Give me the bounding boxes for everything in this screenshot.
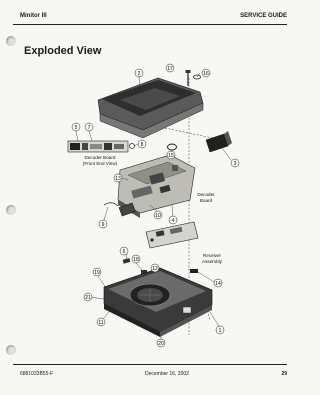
callout-16 (202, 69, 210, 77)
spring-contact-part (104, 203, 118, 206)
callout-7 (85, 123, 93, 131)
label-receiver-line1: Receiver (202, 253, 222, 258)
battery-door-part (206, 131, 232, 152)
svg-text:3: 3 (233, 160, 237, 167)
svg-text:8: 8 (140, 141, 144, 148)
callout-1 (216, 326, 224, 334)
callout-18 (132, 255, 140, 263)
callout-4 (169, 216, 177, 224)
callout-20 (157, 339, 165, 347)
callout-17 (166, 64, 174, 72)
svg-text:2: 2 (137, 70, 141, 77)
callout-15 (167, 151, 175, 159)
callout-12 (151, 264, 159, 272)
header-product-name: Minitor III (20, 13, 47, 19)
svg-text:21: 21 (85, 294, 91, 301)
callout-14 (214, 279, 222, 287)
footer-date: December 16, 2002 (145, 371, 189, 377)
label-decoder-front-line2: (Front End View) (82, 161, 118, 166)
clip-part-left (123, 258, 131, 264)
callout-5 (72, 123, 80, 131)
gasket-part (168, 144, 177, 150)
callout-19 (93, 268, 101, 276)
footer-page-number: 29 (281, 371, 287, 377)
svg-text:6: 6 (122, 248, 126, 255)
svg-text:7: 7 (87, 124, 91, 131)
callout-13 (114, 174, 122, 182)
callout-11 (97, 318, 105, 326)
receiver-assembly (146, 222, 198, 248)
svg-text:12: 12 (152, 265, 158, 272)
label-decoder-front-line1: Decoder Board (84, 155, 116, 160)
callout-9 (99, 220, 107, 228)
callout-10 (154, 211, 162, 219)
top-cover-housing (98, 78, 203, 138)
label-decoder-board-line1: Decoder (197, 192, 215, 197)
svg-text:1: 1 (218, 327, 222, 334)
svg-text:11: 11 (98, 319, 104, 326)
label-decoder-board-line2: Board (199, 198, 213, 203)
svg-text:20: 20 (158, 340, 164, 347)
bottom-housing (104, 265, 212, 337)
header-guide-name: SERVICE GUIDE (240, 13, 287, 19)
svg-text:15: 15 (168, 152, 174, 159)
callout-6 (120, 247, 128, 255)
svg-text:9: 9 (101, 221, 105, 228)
callout-21 (84, 293, 92, 301)
callout-8 (138, 140, 146, 148)
svg-text:17: 17 (167, 65, 173, 72)
svg-text:18: 18 (133, 256, 139, 263)
screw-part (186, 70, 191, 86)
footer-doc-number: 6881033B55-F (20, 371, 54, 377)
svg-text:19: 19 (94, 269, 100, 276)
page-title: Exploded View (24, 45, 102, 57)
svg-text:14: 14 (215, 280, 221, 287)
svg-text:5: 5 (74, 124, 78, 131)
svg-text:16: 16 (203, 70, 209, 77)
callout-2 (135, 69, 143, 77)
footer-rule (13, 364, 287, 365)
svg-text:13: 13 (115, 175, 121, 182)
svg-text:10: 10 (155, 212, 161, 219)
label-receiver-line2: Assembly (202, 259, 222, 264)
svg-text:4: 4 (171, 217, 175, 224)
decoder-front-end-board (68, 141, 135, 152)
clip-part-right (190, 269, 198, 273)
callout-3 (231, 159, 239, 167)
